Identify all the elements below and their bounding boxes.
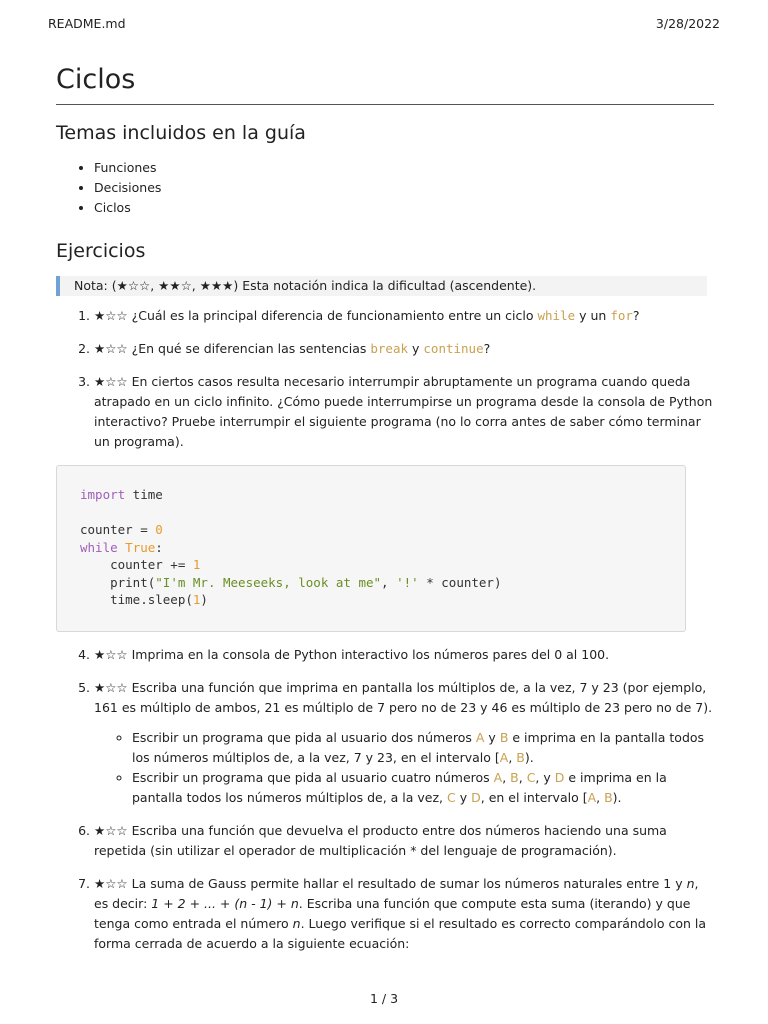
document-page: [56, 62, 714, 967]
exercise-6: [94, 821, 714, 861]
exercise-text: . Escriba una función que compute esta suma (iterando) y que tenga como entrada el número: [94, 895, 691, 931]
exercise-text: . Luego verifique si el resultado es correcto comparándolo con la forma cerrada de acuerdo a la siguiente ecuación:: [94, 915, 707, 951]
exercise-text: , en el intervalo [: [480, 789, 588, 805]
inline-code: while: [537, 308, 576, 323]
code-text: print(: [80, 574, 156, 590]
variable: B: [604, 789, 613, 805]
code-text: ,: [381, 574, 397, 590]
code-string: "I'm Mr. Meeseeks, look at me": [155, 574, 382, 590]
variable: A: [499, 749, 509, 765]
exercise-text: e imprima en la pantalla todos los números múltiplos de, a la vez,: [132, 769, 667, 805]
difficulty-note: Nota: (★☆☆, ★★☆, ★★★) Esta notación indica la dificultad (ascendente).: [56, 276, 707, 296]
exercise-text: En ciertos casos resulta necesario interrumpir abruptamente un programa cuando queda atrapado en un ciclo infinito. ¿Cómo puede interrumpirse un programa desde la consola de Python interactivo? Pruebe interrumpir el siguiente programa (no lo corra antes de saber cómo terminar un programa).: [94, 374, 713, 449]
page-number: 1 / 3: [369, 991, 399, 1006]
variable: A: [493, 769, 503, 785]
code-builtin: True: [125, 539, 156, 555]
list-item: • Funciones: [94, 158, 714, 178]
difficulty-stars: ★☆☆: [94, 341, 128, 356]
inline-code: break: [370, 341, 409, 356]
exercise-2: [94, 339, 714, 359]
exercise-text: Escribir un programa que pida al usuario cuatro números: [132, 769, 490, 785]
exercise-text: y: [412, 341, 420, 356]
exercise-text: ,: [518, 769, 527, 785]
variable: D: [554, 769, 565, 785]
exercise-text: ?: [632, 308, 640, 323]
exercise-4: [94, 645, 714, 665]
code-text: counter +=: [80, 557, 193, 572]
exercise-1: [94, 306, 714, 326]
variable: B: [499, 729, 509, 745]
exercise-text: y: [488, 729, 496, 745]
page-title: Ciclos: [56, 62, 714, 105]
difficulty-stars: ★☆☆: [94, 308, 128, 323]
difficulty-stars: ★☆☆: [94, 875, 128, 891]
variable: D: [471, 789, 481, 805]
section-heading-temas: Temas incluidos en la guía: [56, 122, 306, 144]
difficulty-stars: ★☆☆: [94, 374, 128, 389]
difficulty-stars: ★☆☆: [94, 822, 128, 838]
code-text: counter =: [80, 522, 156, 537]
exercise-text: ,: [502, 769, 511, 785]
code-number: 1: [192, 592, 201, 607]
exercise-text: ,: [508, 749, 517, 765]
exercise-text: La suma de Gauss permite hallar el resultado de sumar los números naturales entre 1 y: [131, 875, 683, 891]
exercise-text: , es decir:: [94, 875, 699, 911]
sub-exercise-1: [132, 728, 714, 768]
exercise-text: y: [543, 769, 551, 785]
exercise-text: ,: [535, 769, 544, 785]
sub-exercise-2: [132, 768, 714, 808]
header-date: 3/28/2022: [655, 16, 720, 31]
header-filename: README.md: [48, 16, 126, 31]
exercise-text: ¿Cuál es la principal diferencia de funcionamiento entre un ciclo: [131, 308, 534, 323]
code-string: '!': [396, 574, 419, 590]
variable: B: [510, 769, 519, 785]
exercise-text: Escriba una función que devuelva el producto entre dos números haciendo una suma repetida (sin utilizar el operador de multiplicación * del lenguaje de programación).: [94, 822, 667, 858]
code-text: * counter): [418, 574, 502, 590]
exercise-text: y: [459, 789, 468, 805]
exercise-text: Escribir un programa que pida al usuario dos números: [132, 729, 472, 745]
exercise-text: Escriba una función que imprima en pantalla los múltiplos de, a la vez, 7 y 23 (por ejemplo, 161 es múltiplo de ambos, 21 es múltiplo de 7 pero no de 23 y 46 es múltiplo de 23 pero no de 7).: [94, 679, 713, 715]
code-number: 0: [155, 522, 163, 537]
code-keyword: while: [80, 539, 118, 555]
list-item: • Ciclos: [94, 198, 714, 218]
exercises-list: [56, 306, 714, 954]
exercise-text: y un: [579, 308, 607, 323]
exercise-7: [94, 874, 714, 954]
variable: A: [475, 729, 485, 745]
code-text: time.sleep(: [80, 592, 193, 607]
inline-code: continue: [423, 341, 484, 356]
code-block: [56, 465, 686, 632]
section-heading-ejercicios: Ejercicios: [56, 240, 146, 262]
topics-list: [56, 158, 714, 218]
exercise-text: ).: [524, 749, 534, 765]
variable: C: [447, 789, 456, 805]
exercise-3: [80, 372, 714, 632]
math-variable: n: [292, 915, 301, 931]
inline-code: for: [610, 308, 633, 323]
code-keyword: import: [80, 487, 126, 502]
exercise-text: e imprima en la pantalla todos los números múltiplos de, a la vez, 7 y 23, en el intervalo [: [132, 729, 705, 765]
difficulty-stars: ★☆☆: [94, 646, 128, 662]
difficulty-stars: ★☆☆: [94, 679, 128, 695]
exercise-text: ¿En qué se diferencian las sentencias: [131, 341, 367, 356]
code-text: ): [200, 592, 208, 607]
exercise-text: ,: [596, 789, 605, 805]
variable: C: [526, 769, 536, 785]
exercise-text: ).: [612, 789, 622, 805]
variable: B: [516, 749, 525, 765]
code-number: 1: [192, 557, 201, 572]
code-text: :: [155, 539, 163, 555]
exercise-text: ?: [483, 341, 491, 356]
sub-exercises-list: [94, 728, 714, 808]
list-item: • Decisiones: [94, 178, 714, 198]
code-text: time: [125, 487, 163, 502]
exercise-5: [94, 678, 714, 808]
variable: A: [587, 789, 597, 805]
exercise-text: Imprima en la consola de Python interactivo los números pares del 0 al 100.: [131, 646, 610, 662]
math-variable: n: [686, 875, 695, 891]
math-formula: 1 + 2 + ... + (n - 1) + n: [151, 895, 299, 911]
print-header: [48, 16, 720, 31]
